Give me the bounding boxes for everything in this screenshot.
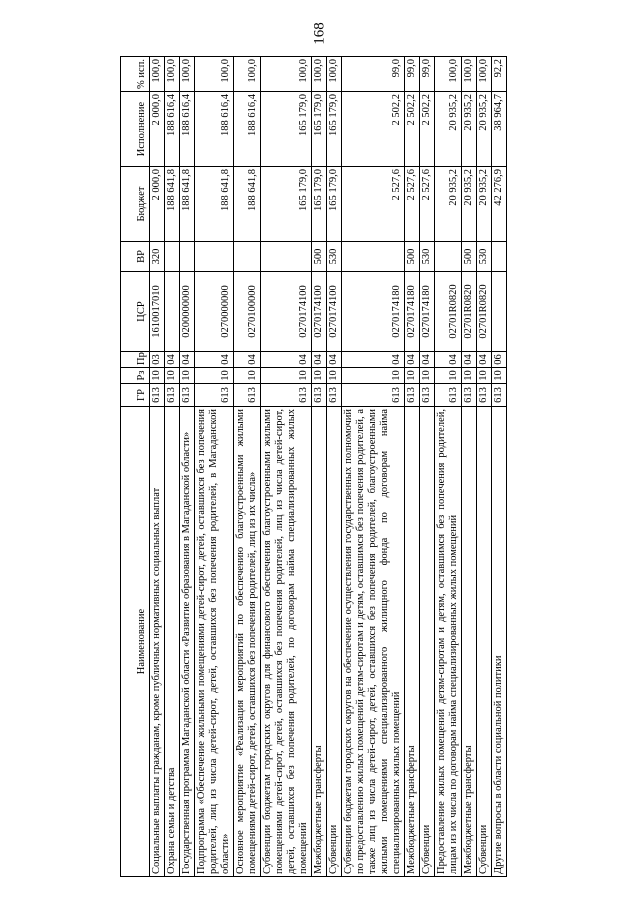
cell-vr	[492, 242, 507, 272]
cell-percent: 100,0	[462, 57, 477, 92]
cell-vr: 500	[312, 242, 327, 272]
cell-name: Межбюджетные трансферты	[462, 407, 477, 877]
cell-rz: 10	[405, 368, 420, 384]
table-row	[180, 57, 195, 877]
cell-pr: 04	[342, 352, 405, 368]
table-row	[342, 57, 405, 877]
cell-budget: 2 527,6	[420, 167, 435, 242]
cell-pr: 04	[180, 352, 195, 368]
cell-pr: 04	[405, 352, 420, 368]
cell-vr	[342, 242, 405, 272]
cell-vr: 500	[405, 242, 420, 272]
cell-name: Субвенции	[420, 407, 435, 877]
table-row	[420, 57, 435, 877]
cell-csr: 02701R0820	[462, 272, 477, 352]
header-budget: Бюджет	[121, 167, 150, 242]
cell-vr: 530	[477, 242, 492, 272]
cell-csr: 0270174180	[405, 272, 420, 352]
cell-budget: 165 179,0	[327, 167, 342, 242]
cell-budget: 20 935,2	[435, 167, 462, 242]
cell-percent: 99,0	[342, 57, 405, 92]
cell-percent: 100,0	[180, 57, 195, 92]
cell-rz: 10	[234, 368, 261, 384]
cell-pr: 04	[477, 352, 492, 368]
cell-csr	[165, 272, 180, 352]
table-row	[477, 57, 492, 877]
cell-budget: 188 641,8	[165, 167, 180, 242]
header-percent: % исп.	[121, 57, 150, 92]
cell-gr: 613	[165, 384, 180, 407]
cell-budget: 42 276,9	[492, 167, 507, 242]
cell-name: Государственная программа Магаданской области «Развитие образования в Магаданской области»	[180, 407, 195, 877]
cell-execution: 2 502,2	[342, 92, 405, 167]
cell-percent: 99,0	[420, 57, 435, 92]
cell-budget: 2 000,0	[150, 167, 165, 242]
cell-vr	[234, 242, 261, 272]
cell-csr: 0270000000	[195, 272, 234, 352]
cell-budget: 188 641,8	[195, 167, 234, 242]
cell-gr: 613	[435, 384, 462, 407]
cell-pr: 04	[312, 352, 327, 368]
cell-budget: 20 935,2	[462, 167, 477, 242]
cell-rz: 10	[435, 368, 462, 384]
table-row	[462, 57, 477, 877]
cell-csr: 0270174180	[420, 272, 435, 352]
cell-gr: 613	[195, 384, 234, 407]
cell-gr: 613	[234, 384, 261, 407]
table-row	[492, 57, 507, 877]
cell-vr	[165, 242, 180, 272]
cell-csr: 0200000000	[180, 272, 195, 352]
cell-percent: 100,0	[150, 57, 165, 92]
cell-rz: 10	[342, 368, 405, 384]
cell-pr: 04	[195, 352, 234, 368]
table-header-row	[121, 57, 150, 877]
cell-rz: 10	[195, 368, 234, 384]
cell-name: Основное мероприятие «Реализация мероприятий по обеспечению благоустроенными жилыми помещениями детей-сирот, детей, оставшихся без попечения родителей, лиц из их числа»	[234, 407, 261, 877]
cell-vr	[180, 242, 195, 272]
cell-gr: 613	[492, 384, 507, 407]
table-row	[327, 57, 342, 877]
cell-percent: 100,0	[312, 57, 327, 92]
cell-pr: 03	[150, 352, 165, 368]
cell-rz: 10	[150, 368, 165, 384]
cell-csr: 02701R0820	[435, 272, 462, 352]
cell-execution: 20 935,2	[435, 92, 462, 167]
cell-csr: 0270174100	[261, 272, 312, 352]
cell-pr: 04	[261, 352, 312, 368]
header-rz: Рз	[121, 368, 150, 384]
cell-gr: 613	[327, 384, 342, 407]
cell-csr: 1610017010	[150, 272, 165, 352]
cell-name: Субвенции бюджетам городских округов на обеспечение осуществления государственных полномочий по предоставлению жилых помещений детям-сиротам и детям, оставшимся без попечения родителей, а также лиц из числа детей-сирот, детей, оставшихся без попечения родителей, благоустроенными жилыми помещениями специализированного жилищного фонда по договорам найма специализированных жилых помещений	[342, 407, 405, 877]
cell-rz: 10	[492, 368, 507, 384]
cell-execution: 20 935,2	[462, 92, 477, 167]
table-row	[165, 57, 180, 877]
cell-name: Охрана семьи и детства	[165, 407, 180, 877]
cell-csr	[492, 272, 507, 352]
cell-gr: 613	[150, 384, 165, 407]
table-row	[150, 57, 165, 877]
cell-vr	[435, 242, 462, 272]
cell-execution: 188 616,4	[234, 92, 261, 167]
table-row	[405, 57, 420, 877]
cell-budget: 2 527,6	[342, 167, 405, 242]
cell-execution: 188 616,4	[165, 92, 180, 167]
table-row	[234, 57, 261, 877]
cell-percent: 100,0	[477, 57, 492, 92]
cell-rz: 10	[312, 368, 327, 384]
cell-gr: 613	[477, 384, 492, 407]
header-name: Наименование	[121, 407, 150, 877]
cell-rz: 10	[180, 368, 195, 384]
cell-name: Социальные выплаты гражданам, кроме публичных нормативных социальных выплат	[150, 407, 165, 877]
cell-name: Субвенции	[477, 407, 492, 877]
cell-gr: 613	[405, 384, 420, 407]
table-row	[261, 57, 312, 877]
cell-budget: 188 641,8	[180, 167, 195, 242]
cell-csr: 0270174100	[327, 272, 342, 352]
cell-percent: 100,0	[435, 57, 462, 92]
cell-rz: 10	[477, 368, 492, 384]
cell-percent: 99,0	[405, 57, 420, 92]
cell-rz: 10	[462, 368, 477, 384]
cell-rz: 10	[327, 368, 342, 384]
cell-pr: 06	[492, 352, 507, 368]
cell-name: Другие вопросы в области социальной политики	[492, 407, 507, 877]
cell-execution: 165 179,0	[312, 92, 327, 167]
rotated-table-container	[120, 57, 585, 877]
cell-execution: 20 935,2	[477, 92, 492, 167]
cell-percent: 100,0	[195, 57, 234, 92]
cell-execution: 188 616,4	[180, 92, 195, 167]
cell-name: Межбюджетные трансферты	[405, 407, 420, 877]
cell-name: Субвенции бюджетам городских округов для финансового обеспечения благоустроенными жилыми помещениями детей-сирот, детей, оставшихся без попечения родителей, лиц из числа детей-сирот, детей, оставшихся без попечения родителей, по договорам найма специализированных жилых помещений	[261, 407, 312, 877]
cell-vr	[261, 242, 312, 272]
cell-vr: 530	[420, 242, 435, 272]
cell-vr: 320	[150, 242, 165, 272]
cell-budget: 165 179,0	[312, 167, 327, 242]
cell-execution: 2 000,0	[150, 92, 165, 167]
cell-rz: 10	[420, 368, 435, 384]
cell-pr: 04	[435, 352, 462, 368]
cell-gr: 613	[312, 384, 327, 407]
cell-percent: 100,0	[327, 57, 342, 92]
cell-gr: 613	[180, 384, 195, 407]
cell-execution: 2 502,2	[405, 92, 420, 167]
cell-budget: 165 179,0	[261, 167, 312, 242]
header-vr: ВР	[121, 242, 150, 272]
page-number: 168	[311, 22, 328, 45]
cell-pr: 04	[462, 352, 477, 368]
cell-percent: 100,0	[261, 57, 312, 92]
cell-execution: 165 179,0	[261, 92, 312, 167]
table-row	[195, 57, 234, 877]
cell-vr: 500	[462, 242, 477, 272]
cell-execution: 2 502,2	[420, 92, 435, 167]
header-gr: ГР	[121, 384, 150, 407]
rotated-page-area	[120, 57, 585, 877]
cell-budget: 2 527,6	[405, 167, 420, 242]
cell-vr: 530	[327, 242, 342, 272]
cell-execution: 38 964,7	[492, 92, 507, 167]
cell-gr: 613	[462, 384, 477, 407]
cell-budget: 20 935,2	[477, 167, 492, 242]
cell-csr: 02701R0820	[477, 272, 492, 352]
cell-name: Межбюджетные трансферты	[312, 407, 327, 877]
header-csr: ЦСР	[121, 272, 150, 352]
cell-rz: 10	[261, 368, 312, 384]
cell-execution: 165 179,0	[327, 92, 342, 167]
cell-name: Предоставление жилых помещений детям-сиротам и детям, оставшимся без попечения родителей, лицам из их числа по договорам найма специализированных жилых помещений	[435, 407, 462, 877]
cell-execution: 188 616,4	[195, 92, 234, 167]
cell-vr	[195, 242, 234, 272]
cell-name: Субвенции	[327, 407, 342, 877]
cell-gr: 613	[261, 384, 312, 407]
cell-percent: 100,0	[234, 57, 261, 92]
table-row	[312, 57, 327, 877]
cell-csr: 0270174180	[342, 272, 405, 352]
header-pr: Пр	[121, 352, 150, 368]
cell-budget: 188 641,8	[234, 167, 261, 242]
header-execution: Исполнение	[121, 92, 150, 167]
table-row	[435, 57, 462, 877]
cell-gr: 613	[342, 384, 405, 407]
budget-table	[120, 56, 507, 877]
cell-name: Подпрограмма «Обеспечение жильными помещениями детей-сирот, детей, оставшихся без попечения родителей, лиц из числа детей-сирот, детей, оставшихся без попечения родителей, в Магаданской области»	[195, 407, 234, 877]
cell-gr: 613	[420, 384, 435, 407]
cell-csr: 0270100000	[234, 272, 261, 352]
cell-pr: 04	[165, 352, 180, 368]
cell-pr: 04	[327, 352, 342, 368]
cell-pr: 04	[234, 352, 261, 368]
cell-csr: 0270174100	[312, 272, 327, 352]
cell-percent: 92,2	[492, 57, 507, 92]
cell-pr: 04	[420, 352, 435, 368]
cell-percent: 100,0	[165, 57, 180, 92]
cell-rz: 10	[165, 368, 180, 384]
